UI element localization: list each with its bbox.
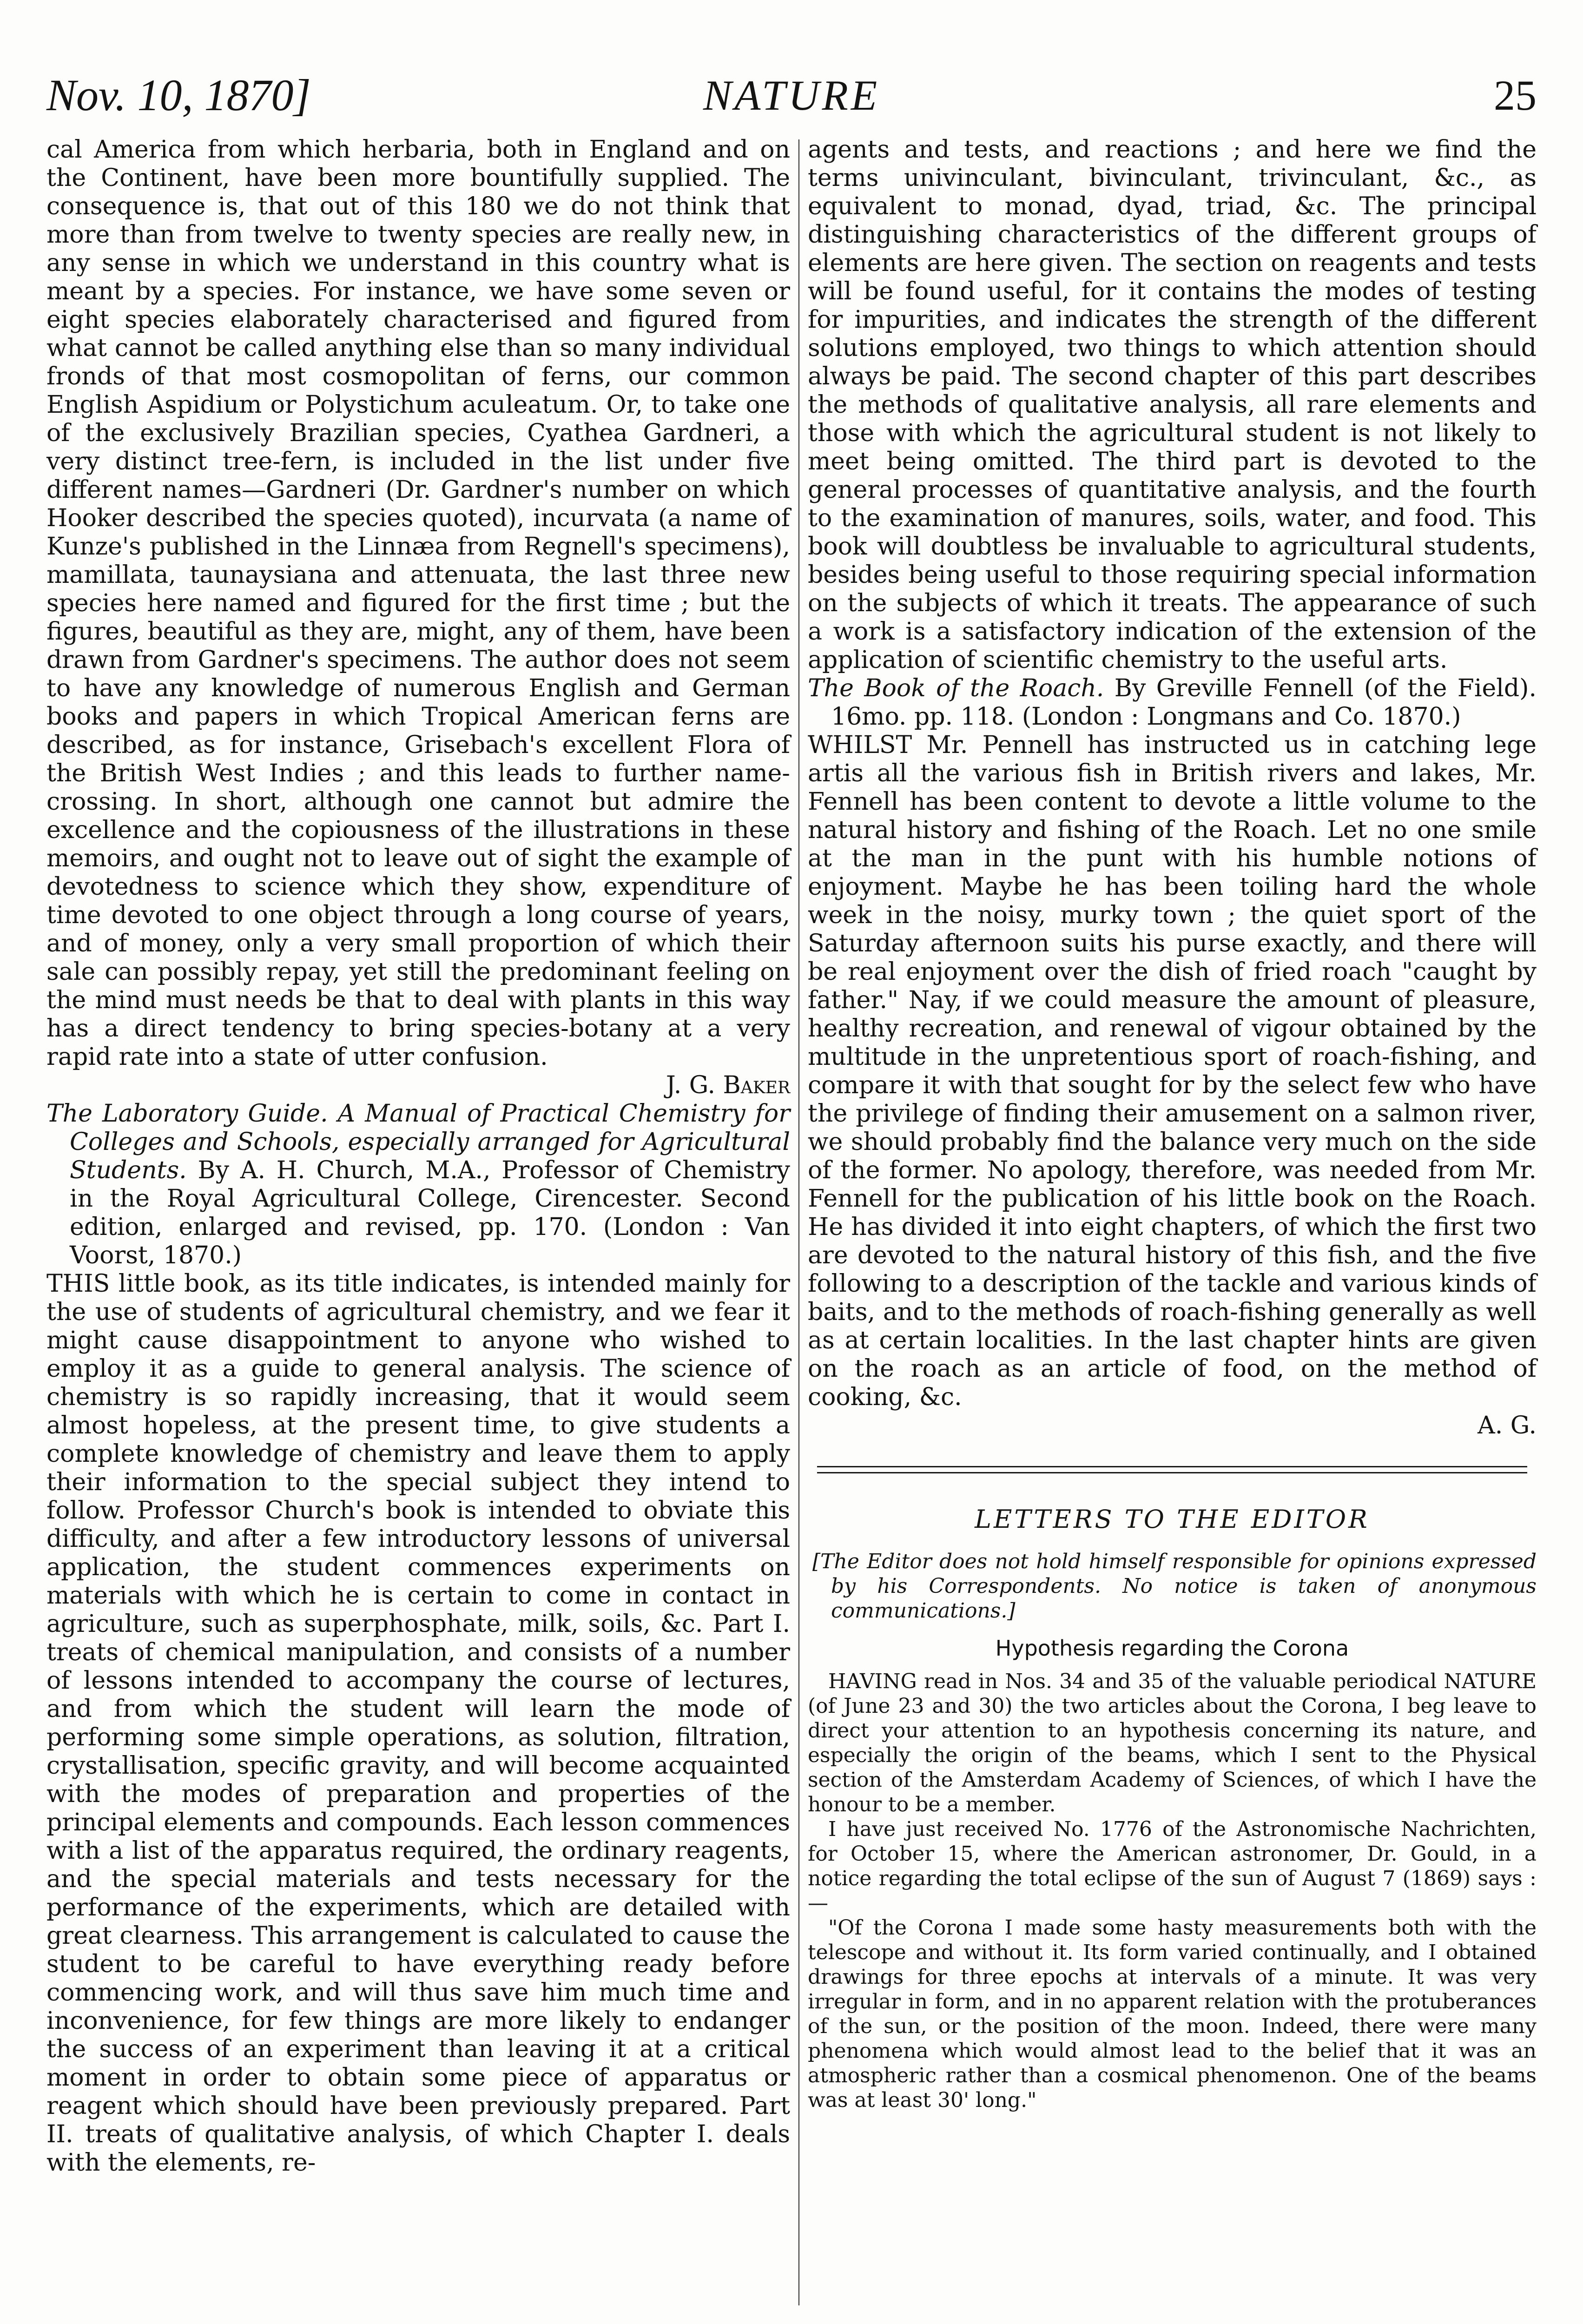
laboratory-guide-text: THIS little book, as its title indicates, is intended mainly for the use of students of agricultural chemistry, and we fear it might cause disappointment to anyone who wished to employ it as a guide to general analysis. The science of chemistry is so rapidly increasing, that it would seem almost hopeless, at the present time, to give students a complete knowledge of chemistry and leave them to apply their information to the special subject they intend to follow. Professor Church's book is intended to obviate this difficulty, and after a few introductory lessons of universal application, the student commences experiments on materials with which he is certain to come in contact in agriculture, such as superphosphate, milk, soils, &c. Part I. treats of chemical manipulation, and consists of a number of lessons intended to accompany the course of lectures, and from which the student will learn the mode of performing some simple operations, as solution, filtration, crystallisation, specific gravity, and will become acquainted with the modes of preparation and properties of the principal elements and compounds. Each lesson commences with a list of the apparatus required, the ordinary reagents, and the special materials and tests necessary for the performance of the experiments, which are detailed with great clearness. This arrangement is calculated to cause the student to be careful to have everything ready before commencing work, and will thus save him much time and inconvenience, for few things are more likely to endanger the success of an experiment than leaving it at a critical moment in order to obtain some piece of apparatus or reagent which should have been previously prepared. Part II. treats of qualitative analysis, of which Chapter I. deals with the elements, re- <box>46 1270 790 2177</box>
baker-signature: J. G. Baker <box>666 1071 790 1099</box>
corona-quote: "Of the Corona I made some hasty measurements both with the telescope and without it. Its form varied continually, and I obtained drawings for three epochs at intervals of a minute. It was very irregular in form, and in no apparent relation with the protuberances of the sun, or the position of the moon. Indeed, there were many phenomena which would almost lead to the belief that it was an atmospheric rather than a cosmical phenomenon. One of the beams was at least 30' long." <box>808 1916 1537 2112</box>
rule-line <box>817 1472 1527 1473</box>
section-double-rule <box>808 1466 1537 1473</box>
laboratory-guide-continued: agents and tests, and reactions ; and here we find the terms univinculant, bivinculant, trivinculant, &c., as equivalent to monad, dyad, triad, &c. The principal distinguishing characteristics of the different groups of elements are here given. The section on reagents and tests will be found useful, for it contains the modes of testing for impurities, and indicates the strength of the different solutions employed, two things to which attention should always be paid. The second chapter of this part describes the methods of qualitative analysis, all rare elements and those with which the agricultural student is not likely to meet being omitted. The third part is devoted to the general processes of quantitative analysis, and the fourth to the examination of manures, soils, water, and food. This book will doubtless be invaluable to agricultural students, besides being useful to those requiring special information on the subjects of which it treats. The appearance of such a work is a satisfactory indication of the extension of the application of scientific chemistry to the useful arts. <box>808 136 1537 674</box>
letters-heading: LETTERS TO THE EDITOR <box>975 1505 1370 1534</box>
right-column <box>808 136 1537 2113</box>
editor-note: [The Editor does not hold himself responsible for opinions expressed by his Correspondents. No notice is taken of anonymous communications.] <box>812 1550 1537 1623</box>
roach-title: The Book of the Roach. <box>808 674 1104 702</box>
corona-paragraph-2: I have just received No. 1776 of the Astronomische Nachrichten, for October 15, where the American astronomer, Dr. Gould, in a notice regarding the total eclipse of the sun of August 7 (1869) says :— <box>808 1817 1537 1915</box>
laboratory-guide-details: By A. H. Church, M.A., Professor of Chemistry in the Royal Agricultural College, Cirencester. Second edition, enlarged and revised, pp. 170. (London : Van Voorst, 1870.) <box>70 1156 790 1269</box>
roach-heading <box>808 674 1537 731</box>
corona-heading: Hypothesis regarding the Corona <box>995 1636 1349 1661</box>
roach-details: By Greville Fennell (of the Field). 16mo. pp. 118. (London : Longmans and Co. 1870.) <box>831 674 1537 731</box>
header-journal-title: NATURE <box>703 72 880 119</box>
baker-review-paragraph: cal America from which herbaria, both in England and on the Continent, have been more bountifully supplied. The consequence is, that out of this 180 we do not think that more than from twelve to twenty species are really new, in any sense in which we understand in this country what is meant by a species. For instance, we have some seven or eight species elaborately characterised and figured from what cannot be called anything else than so many individual fronds of that most cosmopolitan of ferns, our common English Aspidium or Polystichum aculeatum. Or, to take one of the exclusively Brazilian species, Cyathea Gardneri, a very distinct tree-fern, is included in the list under five different names—Gardneri (Dr. Gardner's number on which Hooker described the species quoted), incurvata (a name of Kunze's published in the Linnæa from Regnell's specimens), mamillata, taunaysiana and attenuata, the last three new species here named and figured for the first time ; but the figures, beautiful as they are, might, any of them, have been drawn from Gardner's specimens. The author does not seem to have any knowledge of numerous English and German books and papers in which Tropical American ferns are described, as for instance, Grisebach's excellent Flora of the British West Indies ; and this leads to further name-crossing. In short, although one cannot but admire the excellence and the copiousness of the illustrations in these memoirs, and ought not to leave out of sight the example of devotedness to science which they show, expenditure of time devoted to one object through a long course of years, and of money, only a very small proportion of which their sale can possibly repay, yet still the predominant feeling on the mind must needs be that to deal with plants in this way has a direct tendency to bring species-botany at a very rapid rate into a state of utter confusion. <box>46 136 790 1071</box>
rule-line <box>817 1466 1527 1467</box>
roach-signature: A. G. <box>1477 1412 1537 1439</box>
roach-review-text: WHILST Mr. Pennell has instructed us in catching lege artis all the various fish in British rivers and lakes, Mr. Fennell has been content to devote a little volume to the natural history and fishing of the Roach. Let no one smile at the man in the punt with his humble notions of enjoyment. Maybe he has been toiling hard the whole week in the noisy, murky town ; the quiet sport of the Saturday afternoon suits his purse exactly, and there will be real enjoyment over the dish of fried roach "caught by father." Nay, if we could measure the amount of pleasure, healthy recreation, and renewal of vigour obtained by the multitude in the unpretentious sport of roach-fishing, and compare it with that sought for by the select few who have the privilege of finding their amusement on a salmon river, we should probably find the balance very much on the side of the former. No apology, therefore, was needed from Mr. Fennell for the publication of his little book on the Roach. He has divided it into eight chapters, of which the first two are devoted to the natural history of this fish, and the five following to a description of the tackle and various kinds of baits, and to the methods of roach-fishing generally as well as at certain localities. In the last chapter hints are given on the roach as an article of food, on the method of cooking, &c. <box>808 731 1537 1411</box>
corona-paragraph-1: HAVING read in Nos. 34 and 35 of the valuable periodical NATURE (of June 23 and 30) the two articles about the Corona, I beg leave to direct your attention to an hypothesis concerning its nature, and especially the origin of the beams, which I sent to the Physical section of the Amsterdam Academy of Sciences, of which I have the honour to be a member. <box>808 1670 1537 1816</box>
left-column <box>46 136 790 2177</box>
column-divider <box>798 139 799 2305</box>
laboratory-guide-heading <box>46 1100 790 1270</box>
header-page-number: 25 <box>1494 72 1537 119</box>
header-date: Nov. 10, 1870] <box>46 70 311 120</box>
laboratory-guide-title: The Laboratory Guide. A Manual of Practical Chemistry for Colleges and Schools, especially arranged for Agricultural Students. <box>46 1100 790 1184</box>
